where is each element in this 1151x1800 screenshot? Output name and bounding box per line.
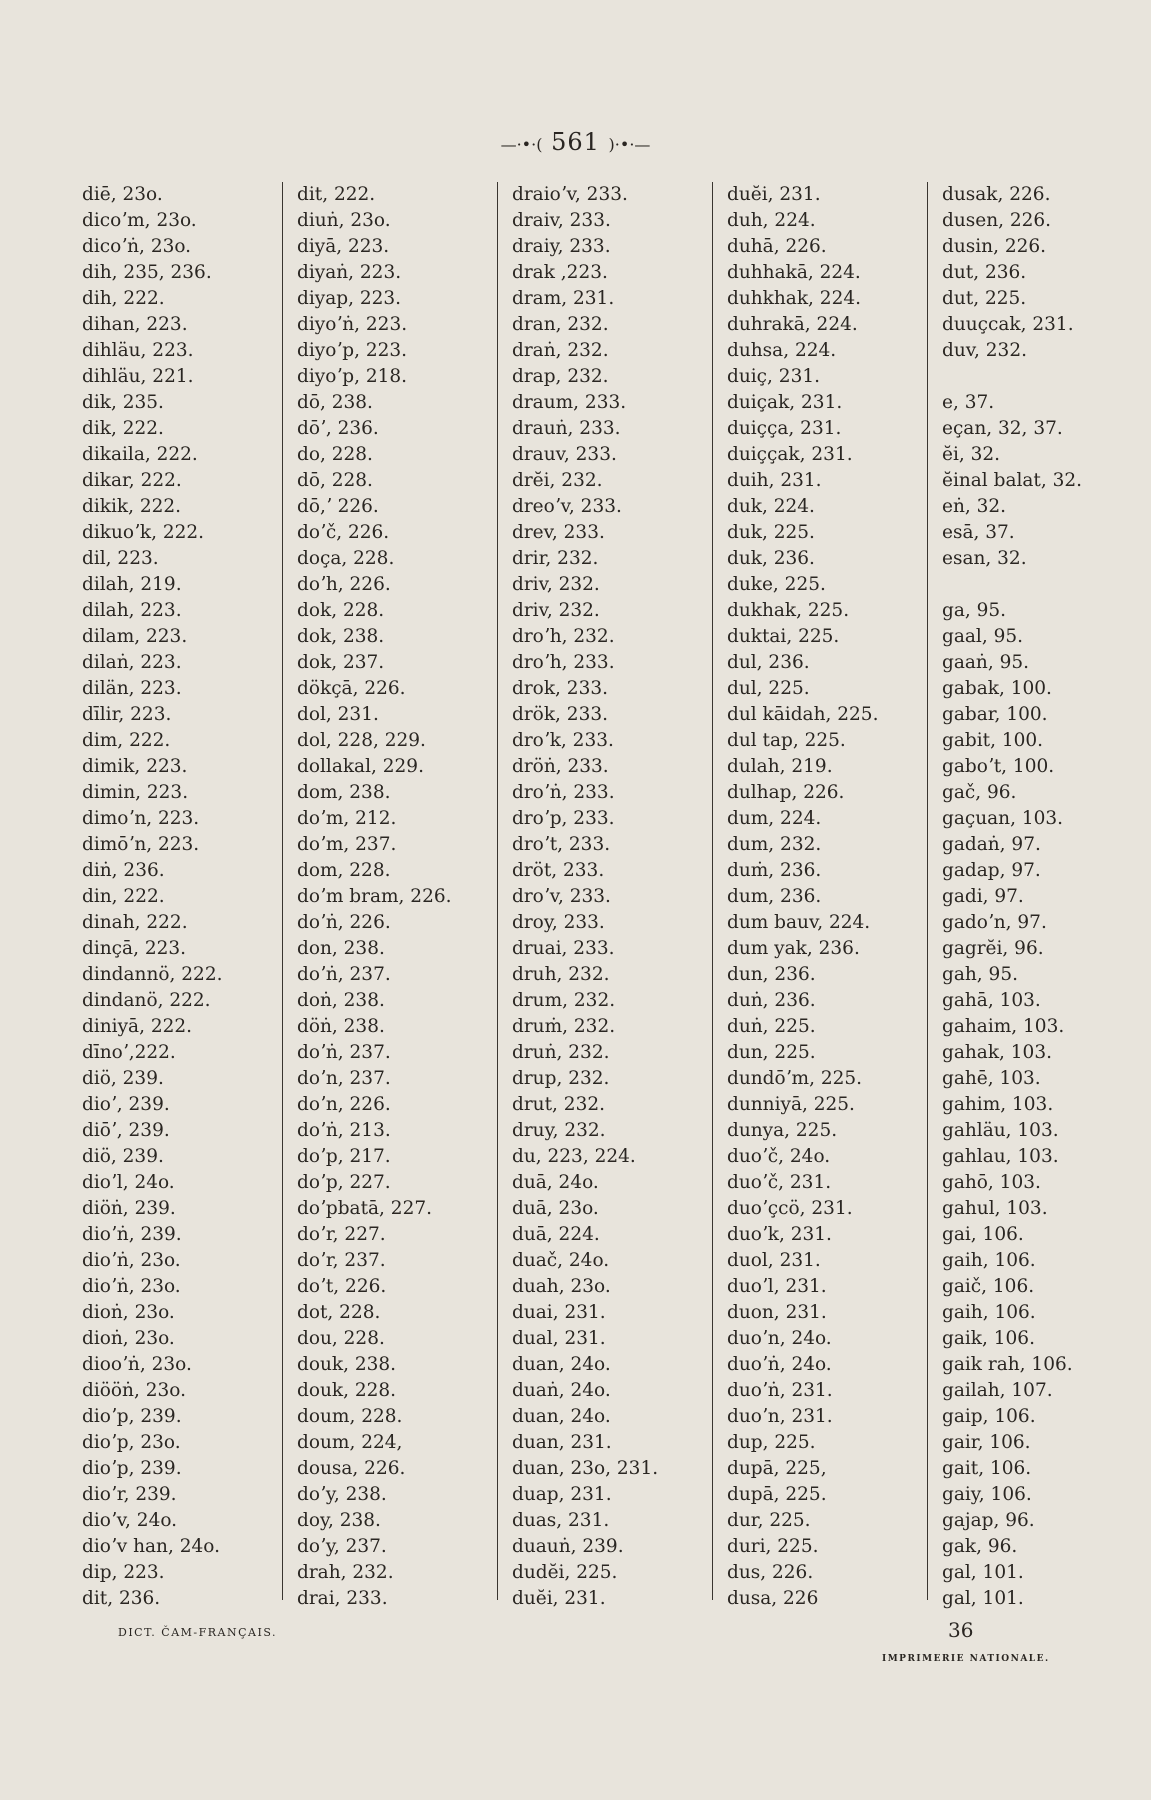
dictionary-entry: dihan, 223.: [82, 314, 188, 335]
dictionary-entry: duā, 24o.: [512, 1172, 599, 1193]
dictionary-entry: dulah, 219.: [727, 756, 833, 777]
dictionary-entry: diööṅ, 23o.: [82, 1380, 186, 1401]
dictionary-entry: dih, 222.: [82, 288, 165, 309]
footer-title: DICT. ČAM-FRANÇAIS.: [118, 1626, 277, 1639]
dictionary-entry: döṅ, 238.: [297, 1016, 385, 1037]
dictionary-column: [512, 182, 698, 1612]
dictionary-columns: [82, 182, 1128, 1612]
dictionary-entry: gah, 95.: [942, 964, 1018, 985]
dictionary-entry: doʼṅ, 226.: [297, 912, 391, 933]
dictionary-entry: duhā, 226.: [727, 236, 827, 257]
page-header: [0, 128, 1151, 156]
dictionary-entry: dioʼr, 239.: [82, 1484, 177, 1505]
dictionary-entry: draiy, 233.: [512, 236, 611, 257]
dictionary-entry: drut, 232.: [512, 1094, 605, 1115]
dictionary-entry: diṅ, 236.: [82, 860, 165, 881]
dictionary-entry: droʼṅ, 233.: [512, 782, 615, 803]
dictionary-entry: dikaila, 222.: [82, 444, 198, 465]
dictionary-entry: doʼpbatā, 227.: [297, 1198, 432, 1219]
dictionary-entry: douk, 238.: [297, 1354, 397, 1375]
dictionary-entry: druṁ, 232.: [512, 1016, 616, 1037]
dictionary-entry: doʼṅ, 237.: [297, 964, 391, 985]
dictionary-entry: drauv, 233.: [512, 444, 617, 465]
dictionary-entry: dusa, 226: [727, 1588, 819, 1609]
dictionary-entry: duk, 224.: [727, 496, 815, 517]
dictionary-entry: druṅ, 232.: [512, 1042, 610, 1063]
dictionary-entry: dikuoʼk, 222.: [82, 522, 205, 543]
column-rule: [712, 182, 713, 1600]
dictionary-entry: druai, 233.: [512, 938, 615, 959]
dictionary-entry: gahim, 103.: [942, 1094, 1054, 1115]
dictionary-entry: duan, 23o, 231.: [512, 1458, 659, 1479]
dictionary-entry: dudĕi, 225.: [512, 1562, 618, 1583]
dictionary-entry: dindannö, 222.: [82, 964, 223, 985]
dictionary-entry: duoʼk, 231.: [727, 1224, 832, 1245]
dictionary-entry: dioṅ, 23o.: [82, 1328, 175, 1349]
dictionary-entry: dioʼṅ, 23o.: [82, 1250, 181, 1271]
dictionary-entry: dinah, 222.: [82, 912, 188, 933]
dictionary-entry: dual, 231.: [512, 1328, 606, 1349]
dictionary-entry: dilaṅ, 223.: [82, 652, 182, 673]
dictionary-entry: dram, 231.: [512, 288, 615, 309]
dictionary-entry: dilah, 223.: [82, 600, 182, 621]
dictionary-entry: dīnoʼ,222.: [82, 1042, 176, 1063]
dictionary-entry: doum, 224,: [297, 1432, 403, 1453]
dictionary-entry: dihläu, 223.: [82, 340, 194, 361]
dictionary-entry: dimōʼn, 223.: [82, 834, 200, 855]
dictionary-entry: drum, 232.: [512, 990, 616, 1011]
dictionary-entry: duauṅ, 239.: [512, 1536, 624, 1557]
dictionary-entry: diooʼṅ, 23o.: [82, 1354, 192, 1375]
dictionary-entry: gahē, 103.: [942, 1068, 1041, 1089]
dictionary-entry: gaič, 106.: [942, 1276, 1035, 1297]
dictionary-entry: dicoʼm, 23o.: [82, 210, 197, 231]
dictionary-entry: dupā, 225.: [727, 1484, 827, 1505]
dictionary-entry: dröt, 233.: [512, 860, 605, 881]
dictionary-entry: dit, 236.: [82, 1588, 161, 1609]
dictionary-entry: drauṅ, 233.: [512, 418, 621, 439]
dictionary-entry: gaih, 106.: [942, 1250, 1036, 1271]
dictionary-entry: du, 223, 224.: [512, 1146, 636, 1167]
dictionary-entry: duhsa, 224.: [727, 340, 837, 361]
dictionary-entry: drok, 233.: [512, 678, 608, 699]
dictionary-entry: doʼr, 227.: [297, 1224, 386, 1245]
dictionary-entry: ga, 95.: [942, 600, 1007, 621]
dictionary-entry: draum, 233.: [512, 392, 627, 413]
dictionary-entry: diyoʼp, 218.: [297, 366, 408, 387]
dictionary-entry: dioʼṅ, 239.: [82, 1224, 182, 1245]
dictionary-entry: dusin, 226.: [942, 236, 1047, 257]
dictionary-entry: dom, 228.: [297, 860, 391, 881]
dictionary-entry: duoʼč, 24o.: [727, 1146, 831, 1167]
dictionary-entry: dul, 236.: [727, 652, 810, 673]
dictionary-entry: druh, 232.: [512, 964, 610, 985]
dictionary-entry: doʼt, 226.: [297, 1276, 387, 1297]
dictionary-entry: dilän, 223.: [82, 678, 182, 699]
dictionary-entry: diyoʼṅ, 223.: [297, 314, 408, 335]
dictionary-entry: dō, 238.: [297, 392, 373, 413]
dictionary-entry: gal, 101.: [942, 1562, 1024, 1583]
dictionary-entry: gait, 106.: [942, 1458, 1032, 1479]
dictionary-entry: dökçā, 226.: [297, 678, 406, 699]
dictionary-entry: dollakal, 229.: [297, 756, 424, 777]
dictionary-entry: gahā, 103.: [942, 990, 1041, 1011]
dictionary-entry: drev, 233.: [512, 522, 605, 543]
dictionary-entry: dum, 232.: [727, 834, 822, 855]
dictionary-entry: dupā, 225,: [727, 1458, 827, 1479]
dictionary-entry: doʼp, 217.: [297, 1146, 391, 1167]
dictionary-entry: diuṅ, 23o.: [297, 210, 391, 231]
dictionary-entry: dut, 236.: [942, 262, 1027, 283]
dictionary-entry: dimin, 223.: [82, 782, 189, 803]
dictionary-entry: don, 238.: [297, 938, 385, 959]
dictionary-entry: gailah, 107.: [942, 1380, 1053, 1401]
dictionary-entry: gač, 96.: [942, 782, 1017, 803]
dictionary-entry: doʼy, 238.: [297, 1484, 387, 1505]
dictionary-entry: duiçak, 231.: [727, 392, 843, 413]
dictionary-entry: dum yak, 236.: [727, 938, 860, 959]
dictionary-entry: dip, 223.: [82, 1562, 165, 1583]
dictionary-entry: dundōʼm, 225.: [727, 1068, 863, 1089]
dictionary-entry: duri, 225.: [727, 1536, 819, 1557]
dictionary-entry: duā, 224.: [512, 1224, 600, 1245]
dictionary-entry: dik, 235.: [82, 392, 164, 413]
dictionary-entry: diē, 23o.: [82, 184, 163, 205]
dictionary-entry: dul kāidah, 225.: [727, 704, 879, 725]
dictionary-entry: duaṅ, 24o.: [512, 1380, 611, 1401]
dictionary-entry: duoʼč, 231.: [727, 1172, 832, 1193]
dictionary-entry: droʼp, 233.: [512, 808, 615, 829]
dictionary-entry: gadi, 97.: [942, 886, 1024, 907]
dictionary-entry: dom, 238.: [297, 782, 391, 803]
dictionary-entry: duap, 231.: [512, 1484, 612, 1505]
dictionary-entry: doṅ, 238.: [297, 990, 385, 1011]
dictionary-entry: gaaṅ, 95.: [942, 652, 1029, 673]
dictionary-entry: drĕi, 232.: [512, 470, 603, 491]
dictionary-entry: dreoʼv, 233.: [512, 496, 622, 517]
dictionary-entry: duṅ, 225.: [727, 1016, 816, 1037]
dictionary-column: [297, 182, 483, 1612]
dictionary-entry: dul, 225.: [727, 678, 810, 699]
dictionary-entry: dunniyā, 225.: [727, 1094, 855, 1115]
dictionary-entry: gagrĕi, 96.: [942, 938, 1044, 959]
dictionary-entry: duĕi, 231.: [727, 184, 821, 205]
dictionary-entry: gal, 101.: [942, 1588, 1024, 1609]
dictionary-entry: duĕi, 231.: [512, 1588, 606, 1609]
dictionary-entry: diyoʼp, 223.: [297, 340, 408, 361]
dictionary-entry: diö, 239.: [82, 1068, 164, 1089]
dictionary-entry: gahaim, 103.: [942, 1016, 1065, 1037]
dictionary-entry: duiççak, 231.: [727, 444, 853, 465]
dictionary-entry: duač, 24o.: [512, 1250, 610, 1271]
dictionary-entry: gahul, 103.: [942, 1198, 1048, 1219]
dictionary-entry: doʼm bram, 226.: [297, 886, 452, 907]
dictionary-entry: dioʼv, 24o.: [82, 1510, 178, 1531]
dictionary-entry: dou, 228.: [297, 1328, 385, 1349]
dictionary-entry: driv, 232.: [512, 600, 600, 621]
dictionary-entry: dok, 228.: [297, 600, 385, 621]
dictionary-entry: duv, 232.: [942, 340, 1027, 361]
dictionary-entry: gadoʼn, 97.: [942, 912, 1047, 933]
sheet-signature: 36: [948, 1618, 974, 1642]
dictionary-entry: gaboʼt, 100.: [942, 756, 1055, 777]
dictionary-entry: droʼh, 233.: [512, 652, 615, 673]
dictionary-entry: duuçcak, 231.: [942, 314, 1074, 335]
page-number: 561: [551, 128, 600, 156]
dictionary-entry: dioʼp, 23o.: [82, 1432, 181, 1453]
dictionary-entry: gaip, 106.: [942, 1406, 1036, 1427]
dictionary-entry: duhhakā, 224.: [727, 262, 861, 283]
dictionary-entry: draiv, 233.: [512, 210, 611, 231]
dictionary-entry: doʼč, 226.: [297, 522, 390, 543]
column-rule: [927, 182, 928, 1600]
dictionary-entry: duan, 24o.: [512, 1406, 611, 1427]
dictionary-entry: gabar, 100.: [942, 704, 1048, 725]
dictionary-entry: dusak, 226.: [942, 184, 1051, 205]
dictionary-column: [942, 182, 1128, 1612]
dictionary-column: [727, 182, 913, 1612]
dictionary-entry: duke, 225.: [727, 574, 826, 595]
column-rule: [282, 182, 283, 1600]
dictionary-entry: duih, 231.: [727, 470, 822, 491]
dictionary-entry: duiçça, 231.: [727, 418, 842, 439]
dictionary-entry: drök, 233.: [512, 704, 608, 725]
dictionary-entry: drak ,223.: [512, 262, 608, 283]
dictionary-entry: dusen, 226.: [942, 210, 1052, 231]
dictionary-entry: gadaṅ, 97.: [942, 834, 1041, 855]
dictionary-entry: duṅ, 236.: [727, 990, 816, 1011]
dictionary-entry: dioṅ, 23o.: [82, 1302, 175, 1323]
dictionary-entry: diöṅ, 239.: [82, 1198, 176, 1219]
footer-printer: IMPRIMERIE NATIONALE.: [882, 1654, 1050, 1664]
dictionary-entry: droʼh, 232.: [512, 626, 615, 647]
dictionary-entry: duon, 231.: [727, 1302, 827, 1323]
dictionary-entry: dok, 238.: [297, 626, 385, 647]
dictionary-entry: doʼr, 237.: [297, 1250, 386, 1271]
dictionary-entry: gahō, 103.: [942, 1172, 1041, 1193]
column-rule: [497, 182, 498, 1600]
dictionary-entry: dus, 226.: [727, 1562, 814, 1583]
dictionary-entry: duas, 231.: [512, 1510, 610, 1531]
dictionary-entry: duan, 231.: [512, 1432, 612, 1453]
dictionary-entry: duai, 231.: [512, 1302, 606, 1323]
dictionary-entry: gak, 96.: [942, 1536, 1018, 1557]
dictionary-entry: dol, 231.: [297, 704, 379, 725]
dictionary-entry: dioʼp, 239.: [82, 1458, 182, 1479]
dictionary-entry: driv, 232.: [512, 574, 600, 595]
dictionary-entry: doʼm, 212.: [297, 808, 397, 829]
dictionary-entry: dō,ʼ 226.: [297, 496, 379, 517]
dictionary-entry: dum bauv, 224.: [727, 912, 871, 933]
dictionary-entry: dup, 225.: [727, 1432, 816, 1453]
dictionary-entry: doʼṅ, 237.: [297, 1042, 391, 1063]
dictionary-entry: droʼv, 233.: [512, 886, 611, 907]
dictionary-entry: dioʼv han, 24o.: [82, 1536, 220, 1557]
dictionary-entry: duoʼçcö, 231.: [727, 1198, 853, 1219]
dictionary-entry: douk, 228.: [297, 1380, 397, 1401]
dictionary-entry: dran, 232.: [512, 314, 609, 335]
dictionary-entry: eçan, 32, 37.: [942, 418, 1063, 439]
dictionary-entry: dō, 228.: [297, 470, 373, 491]
dictionary-entry: gahläu, 103.: [942, 1120, 1059, 1141]
dictionary-entry: gaal, 95.: [942, 626, 1024, 647]
dictionary-entry: dioʼl, 24o.: [82, 1172, 175, 1193]
dictionary-entry: gaik rah, 106.: [942, 1354, 1073, 1375]
dictionary-entry: dol, 228, 229.: [297, 730, 426, 751]
dictionary-entry: dröṅ, 233.: [512, 756, 609, 777]
dictionary-entry: duktai, 225.: [727, 626, 840, 647]
dictionary-entry: draṅ, 232.: [512, 340, 609, 361]
dictionary-entry: doça, 228.: [297, 548, 395, 569]
dictionary-entry: duk, 236.: [727, 548, 815, 569]
dictionary-entry: doum, 228.: [297, 1406, 403, 1427]
dictionary-entry: gadap, 97.: [942, 860, 1041, 881]
dictionary-entry: diniyā, 222.: [82, 1016, 193, 1037]
dictionary-entry: dun, 225.: [727, 1042, 816, 1063]
dictionary-entry: drai, 233.: [297, 1588, 388, 1609]
dictionary-entry: do, 228.: [297, 444, 373, 465]
dictionary-entry: esā, 37.: [942, 522, 1015, 543]
dictionary-entry: drah, 232.: [297, 1562, 394, 1583]
dictionary-entry: eṅ, 32.: [942, 496, 1007, 517]
dictionary-entry: gaik, 106.: [942, 1328, 1035, 1349]
dictionary-entry: duoʼn, 24o.: [727, 1328, 832, 1349]
dictionary-entry: diyap, 223.: [297, 288, 402, 309]
dictionary-entry: din, 222.: [82, 886, 165, 907]
section-gap: [942, 572, 1128, 598]
dictionary-column: [82, 182, 268, 1612]
dictionary-entry: doʼṅ, 213.: [297, 1120, 391, 1141]
dictionary-entry: dihläu, 221.: [82, 366, 194, 387]
dictionary-entry: ĕinal balat, 32.: [942, 470, 1083, 491]
dictionary-entry: gahlau, 103.: [942, 1146, 1059, 1167]
dictionary-entry: dimik, 223.: [82, 756, 188, 777]
dictionary-entry: drir, 232.: [512, 548, 599, 569]
dictionary-entry: ĕi, 32.: [942, 444, 1001, 465]
dictionary-entry: dilah, 219.: [82, 574, 182, 595]
dictionary-entry: doʼp, 227.: [297, 1172, 391, 1193]
dictionary-entry: dioʼp, 239.: [82, 1406, 182, 1427]
dictionary-entry: duoʼn, 231.: [727, 1406, 833, 1427]
dictionary-entry: dum, 224.: [727, 808, 822, 829]
dictionary-entry: dim, 222.: [82, 730, 171, 751]
dictionary-entry: diyaṅ, 223.: [297, 262, 402, 283]
dictionary-entry: dikar, 222.: [82, 470, 182, 491]
dictionary-entry: dih, 235, 236.: [82, 262, 212, 283]
dictionary-entry: droy, 233.: [512, 912, 605, 933]
section-gap: [942, 364, 1128, 390]
dictionary-entry: gabak, 100.: [942, 678, 1052, 699]
dictionary-entry: dun, 236.: [727, 964, 816, 985]
dictionary-entry: diōʼ, 239.: [82, 1120, 170, 1141]
dictionary-entry: duṁ, 236.: [727, 860, 822, 881]
dictionary-entry: doʼh, 226.: [297, 574, 391, 595]
dictionary-entry: drap, 232.: [512, 366, 609, 387]
dictionary-entry: doʼn, 226.: [297, 1094, 391, 1115]
dictionary-entry: dilam, 223.: [82, 626, 188, 647]
dictionary-entry: diö, 239.: [82, 1146, 164, 1167]
header-ornament-left: —·•·(: [500, 135, 543, 154]
dictionary-entry: dioʼ, 239.: [82, 1094, 170, 1115]
dictionary-entry: dik, 222.: [82, 418, 164, 439]
dictionary-entry: duan, 24o.: [512, 1354, 611, 1375]
dictionary-entry: duā, 23o.: [512, 1198, 599, 1219]
dictionary-entry: diyā, 223.: [297, 236, 390, 257]
dictionary-entry: dinçā, 223.: [82, 938, 187, 959]
dictionary-entry: droʼk, 233.: [512, 730, 614, 751]
dictionary-entry: dimoʼn, 223.: [82, 808, 200, 829]
dictionary-entry: doʼn, 237.: [297, 1068, 391, 1089]
dictionary-entry: druy, 232.: [512, 1120, 606, 1141]
dictionary-entry: duhrakā, 224.: [727, 314, 858, 335]
dictionary-entry: e, 37.: [942, 392, 995, 413]
dictionary-entry: doy, 238.: [297, 1510, 381, 1531]
dictionary-entry: dul tap, 225.: [727, 730, 846, 751]
dictionary-entry: dur, 225.: [727, 1510, 811, 1531]
dictionary-entry: droʼt, 233.: [512, 834, 611, 855]
dictionary-entry: dok, 237.: [297, 652, 385, 673]
dictionary-entry: doʼy, 237.: [297, 1536, 387, 1557]
dictionary-entry: doʼm, 237.: [297, 834, 397, 855]
dictionary-entry: dindanö, 222.: [82, 990, 211, 1011]
dictionary-entry: gabit, 100.: [942, 730, 1044, 751]
dictionary-entry: duah, 23o.: [512, 1276, 611, 1297]
dictionary-entry: dōʼ, 236.: [297, 418, 379, 439]
dictionary-entry: dukhak, 225.: [727, 600, 850, 621]
dictionary-entry: duk, 225.: [727, 522, 815, 543]
header-ornament-right: )·•·—: [608, 135, 651, 154]
dictionary-entry: duoʼṅ, 24o.: [727, 1354, 832, 1375]
dictionary-entry: dum, 236.: [727, 886, 822, 907]
dictionary-entry: drup, 232.: [512, 1068, 610, 1089]
dictionary-entry: gajap, 96.: [942, 1510, 1035, 1531]
dictionary-entry: dut, 225.: [942, 288, 1027, 309]
dictionary-entry: dot, 228.: [297, 1302, 381, 1323]
dictionary-entry: dikik, 222.: [82, 496, 182, 517]
dictionary-entry: dit, 222.: [297, 184, 376, 205]
dictionary-entry: dioʼṅ, 23o.: [82, 1276, 181, 1297]
dictionary-entry: duoʼl, 231.: [727, 1276, 827, 1297]
dictionary-entry: duoʼṅ, 231.: [727, 1380, 833, 1401]
dictionary-entry: duol, 231.: [727, 1250, 821, 1271]
dictionary-entry: esan, 32.: [942, 548, 1027, 569]
dictionary-entry: draioʼv, 233.: [512, 184, 628, 205]
dictionary-entry: gai, 106.: [942, 1224, 1024, 1245]
dictionary-entry: gair, 106.: [942, 1432, 1031, 1453]
dictionary-entry: gaih, 106.: [942, 1302, 1036, 1323]
dictionary-entry: duh, 224.: [727, 210, 816, 231]
dictionary-entry: dil, 223.: [82, 548, 159, 569]
dictionary-entry: duhkhak, 224.: [727, 288, 861, 309]
dictionary-entry: dulhap, 226.: [727, 782, 845, 803]
dictionary-entry: gaçuan, 103.: [942, 808, 1064, 829]
dictionary-entry: dīlir, 223.: [82, 704, 172, 725]
dictionary-entry: dousa, 226.: [297, 1458, 406, 1479]
dictionary-entry: gahak, 103.: [942, 1042, 1052, 1063]
dictionary-entry: dunya, 225.: [727, 1120, 838, 1141]
dictionary-entry: duiç, 231.: [727, 366, 820, 387]
dictionary-entry: gaiy, 106.: [942, 1484, 1032, 1505]
dictionary-entry: dicoʼṅ, 23o.: [82, 236, 192, 257]
